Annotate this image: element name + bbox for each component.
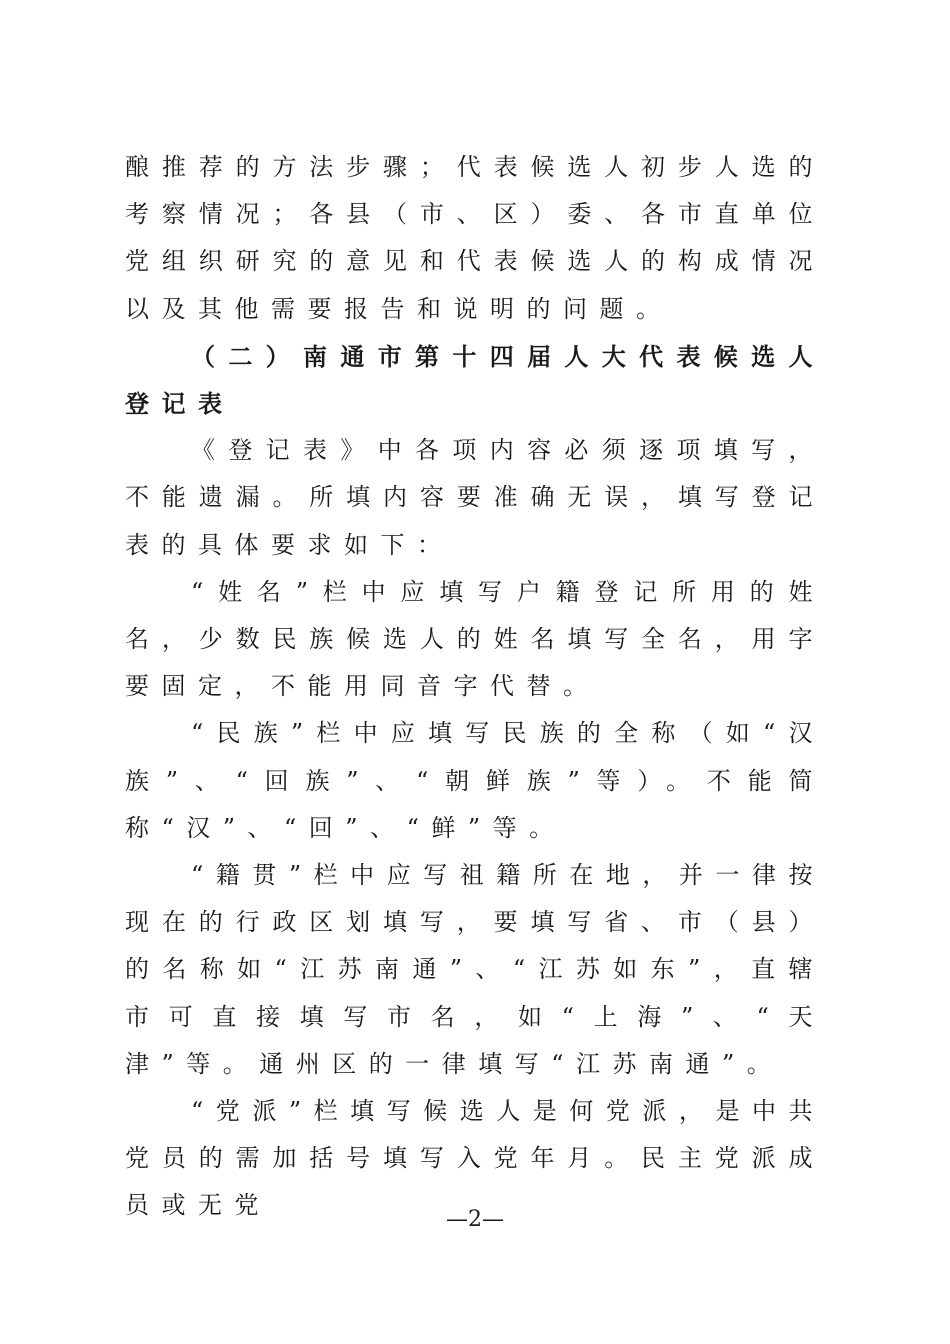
section-heading: （二）南通市第十四届人大代表候选人登记表 (125, 341, 825, 419)
paragraph-name-field: “姓名”栏中应填写户籍登记所用的姓名，少数民族候选人的姓名填写全名，用字要固定，不能用同音字代替。 (125, 577, 825, 701)
body-text (125, 144, 825, 1230)
page-number: —2— (446, 1207, 504, 1232)
paragraph-party-field: “党派”栏填写候选人是何党派，是中共党员的需加括号填写入党年月。民主党派成员或无党 (125, 1097, 825, 1220)
paragraph-continued: 酿推荐的方法步骤；代表候选人初步人选的考察情况；各县（市、区）委、各市直单位党组织研究的意见和代表候选人的构成情况以及其他需要报告和说明的问题。 (125, 153, 825, 323)
paragraph-form-requirement: 《登记表》中各项内容必须逐项填写，不能遗漏。所填内容要准确无误，填写登记表的具体要求如下： (125, 436, 825, 559)
paragraph-ethnicity-field: “民族”栏中应填写民族的全称（如“汉族”、“回族”、“朝鲜族”等）。不能简称“汉”、“回”、“鲜”等。 (125, 719, 825, 842)
paragraph-native-place-field: “籍贯”栏中应写祖籍所在地，并一律按现在的行政区划填写，要填写省、市（县）的名称如“江苏南通”、“江苏如东”，直辖市可直接填写市名，如“上海”、“天津”等。通州区的一律填写“江苏南通”。 (125, 861, 825, 1078)
